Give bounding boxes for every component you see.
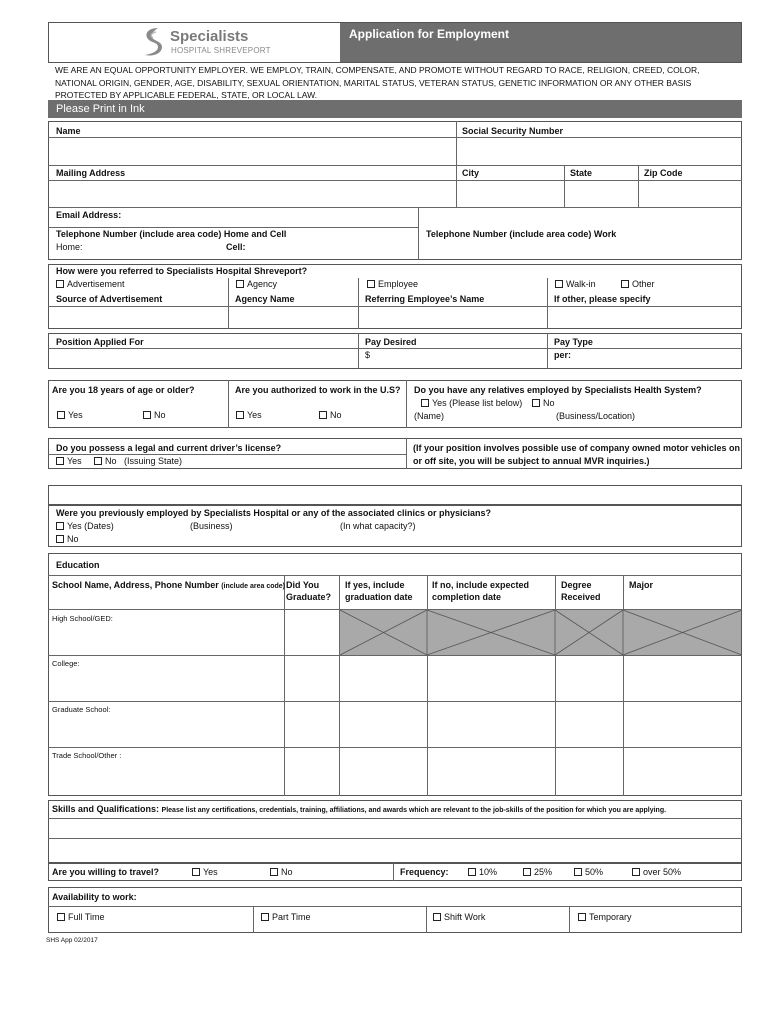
freq-10[interactable]: 10% bbox=[468, 867, 497, 878]
email-label: Email Address: bbox=[56, 210, 122, 220]
agency-name-label: Agency Name bbox=[235, 294, 295, 304]
checkbox-icon[interactable] bbox=[632, 868, 640, 876]
education-title: Education bbox=[56, 560, 100, 570]
checkbox-icon[interactable] bbox=[236, 411, 244, 419]
work-phone-field[interactable] bbox=[420, 240, 740, 258]
relatives-no[interactable]: No bbox=[532, 398, 555, 409]
ssn-label: Social Security Number bbox=[462, 126, 564, 136]
checkbox-icon[interactable] bbox=[468, 868, 476, 876]
position-label: Position Applied For bbox=[56, 337, 144, 347]
edu-row-college: College: bbox=[52, 659, 80, 668]
checkbox-icon[interactable] bbox=[367, 280, 375, 288]
col-did-graduate-2: Graduate? bbox=[286, 592, 332, 602]
auth-yes[interactable]: Yes bbox=[236, 410, 262, 421]
email-field[interactable] bbox=[130, 208, 417, 226]
checkbox-icon[interactable] bbox=[56, 522, 64, 530]
checkbox-icon[interactable] bbox=[555, 280, 563, 288]
relatives-question: Do you have any relatives employed by Specialists Health System? bbox=[414, 385, 702, 395]
na-cell bbox=[340, 610, 741, 655]
checkbox-icon[interactable] bbox=[56, 535, 64, 543]
home-phone-field[interactable] bbox=[85, 240, 220, 258]
col-degree-2: Received bbox=[561, 592, 601, 602]
freq-25[interactable]: 25% bbox=[523, 867, 552, 878]
checkbox-icon[interactable] bbox=[236, 280, 244, 288]
checkbox-icon[interactable] bbox=[621, 280, 629, 288]
relatives-yes[interactable]: Yes (Please list below) bbox=[421, 398, 522, 409]
checkbox-icon[interactable] bbox=[421, 399, 429, 407]
blank-row[interactable] bbox=[48, 485, 742, 505]
edu-row-highschool: High School/GED: bbox=[52, 614, 113, 623]
col-school: School Name, Address, Phone Number (include area code) bbox=[52, 580, 286, 590]
relative-business-label: (Business/Location) bbox=[556, 411, 636, 421]
checkbox-icon[interactable] bbox=[261, 913, 269, 921]
ref-advertisement[interactable]: Advertisement bbox=[56, 279, 125, 290]
freq-50[interactable]: 50% bbox=[574, 867, 603, 878]
license-question: Do you possess a legal and current driver’s license? bbox=[56, 443, 282, 453]
avail-temporary[interactable]: Temporary bbox=[578, 912, 632, 923]
checkbox-icon[interactable] bbox=[56, 280, 64, 288]
mailing-field[interactable] bbox=[49, 181, 455, 206]
checkbox-icon[interactable] bbox=[57, 913, 65, 921]
city-label: City bbox=[462, 168, 480, 178]
availability-section bbox=[48, 887, 742, 933]
col-no-1: If no, include expected bbox=[432, 580, 530, 590]
auth-no[interactable]: No bbox=[319, 410, 342, 421]
previous-business-label: (Business) bbox=[190, 521, 233, 531]
checkbox-icon[interactable] bbox=[319, 411, 327, 419]
previous-capacity-label: (In what capacity?) bbox=[340, 521, 416, 531]
mailing-label: Mailing Address bbox=[56, 168, 126, 178]
ref-walkin[interactable]: Walk-in bbox=[555, 279, 596, 290]
home-label: Home: bbox=[56, 242, 83, 252]
print-banner bbox=[48, 100, 742, 118]
checkbox-icon[interactable] bbox=[94, 457, 102, 465]
referring-employee-field[interactable] bbox=[359, 307, 546, 328]
checkbox-icon[interactable] bbox=[574, 868, 582, 876]
checkbox-icon[interactable] bbox=[143, 411, 151, 419]
form-title: Application for Employment bbox=[349, 27, 510, 41]
logo-mark-icon bbox=[140, 26, 166, 58]
checkbox-icon[interactable] bbox=[192, 868, 200, 876]
frequency-label: Frequency: bbox=[400, 867, 449, 877]
previous-question: Were you previously employed by Specialists Hospital or any of the associated clinics or physicians? bbox=[56, 508, 491, 518]
pay-type-field[interactable] bbox=[575, 349, 741, 368]
name-label: Name bbox=[56, 126, 81, 136]
pay-desired-field[interactable] bbox=[373, 349, 546, 368]
issuing-state-label: (Issuing State) bbox=[124, 456, 183, 466]
zip-label: Zip Code bbox=[644, 168, 683, 178]
ref-employee[interactable]: Employee bbox=[367, 279, 418, 290]
footer-code: SHS App 02/2017 bbox=[46, 937, 98, 944]
col-yes-1: If yes, include bbox=[345, 580, 405, 590]
logo-name: Specialists bbox=[170, 28, 249, 45]
previous-no[interactable]: No bbox=[56, 534, 79, 545]
age-yes[interactable]: Yes bbox=[57, 410, 83, 421]
checkbox-icon[interactable] bbox=[270, 868, 278, 876]
agency-name-field[interactable] bbox=[229, 307, 357, 328]
freq-over50[interactable]: over 50% bbox=[632, 867, 681, 878]
source-label: Source of Advertisement bbox=[56, 294, 163, 304]
avail-fulltime[interactable]: Full Time bbox=[57, 912, 105, 923]
print-banner-text: Please Print in Ink bbox=[56, 103, 145, 115]
travel-question: Are you willing to travel? bbox=[52, 867, 160, 877]
checkbox-icon[interactable] bbox=[523, 868, 531, 876]
dollar-sign: $ bbox=[365, 350, 371, 360]
col-did-graduate-1: Did You bbox=[286, 580, 320, 590]
age-question: Are you 18 years of age or older? bbox=[52, 385, 195, 395]
referring-employee-label: Referring Employee’s Name bbox=[365, 294, 485, 304]
name-field[interactable] bbox=[49, 138, 455, 164]
previous-yes[interactable]: Yes (Dates) bbox=[56, 521, 114, 532]
pay-type-label: Pay Type bbox=[554, 337, 593, 347]
avail-shiftwork[interactable]: Shift Work bbox=[433, 912, 485, 923]
other-specify-field[interactable] bbox=[548, 307, 741, 328]
ref-other[interactable]: Other bbox=[621, 279, 655, 290]
checkbox-icon[interactable] bbox=[57, 411, 65, 419]
edu-row-graduate: Graduate School: bbox=[52, 705, 111, 714]
ssn-field[interactable] bbox=[457, 138, 741, 164]
availability-title: Availability to work: bbox=[52, 892, 137, 902]
ref-agency[interactable]: Agency bbox=[236, 279, 277, 290]
position-field[interactable] bbox=[49, 349, 357, 368]
zip-field[interactable] bbox=[639, 181, 741, 206]
col-yes-2: graduation date bbox=[345, 592, 413, 602]
mvr-note-1: (If your position involves possible use of company owned motor vehicles on bbox=[413, 443, 741, 453]
travel-no[interactable]: No bbox=[270, 867, 293, 878]
checkbox-icon[interactable] bbox=[532, 399, 540, 407]
edu-row-trade: Trade School/Other : bbox=[52, 751, 122, 760]
pay-desired-label: Pay Desired bbox=[365, 337, 417, 347]
skills-field[interactable] bbox=[49, 819, 741, 862]
avail-parttime[interactable]: Part Time bbox=[261, 912, 311, 923]
age-no[interactable]: No bbox=[143, 410, 166, 421]
col-degree-1: Degree bbox=[561, 580, 592, 590]
state-label: State bbox=[570, 168, 593, 178]
city-field[interactable] bbox=[457, 181, 563, 206]
license-yes[interactable]: Yes bbox=[56, 456, 82, 467]
col-no-2: completion date bbox=[432, 592, 502, 602]
logo bbox=[140, 26, 270, 58]
auth-question: Are you authorized to work in the U.S? bbox=[235, 385, 401, 395]
license-no[interactable]: No bbox=[94, 456, 117, 467]
source-field[interactable] bbox=[49, 307, 227, 328]
state-field[interactable] bbox=[565, 181, 637, 206]
checkbox-icon[interactable] bbox=[578, 913, 586, 921]
eoe-statement: WE ARE AN EQUAL OPPORTUNITY EMPLOYER. WE EMPLOY, TRAIN, COMPENSATE, AND PROMOTE WITHOUT REGARD TO RACE, RELIGION, CREED, COLOR, NATIONAL ORIGIN, GENDER, AGE, DISABILITY, SEXUAL ORIENTATION, MARITAL STATUS, VETERAN STATUS, GENETIC INFORMATION OR ANY OTHER BASIS PROTECTED BY APPLICABLE FEDERAL, STATE, OR LOCAL LAW. bbox=[55, 65, 700, 100]
checkbox-icon[interactable] bbox=[433, 913, 441, 921]
other-specify-label: If other, please specify bbox=[554, 294, 651, 304]
mvr-note-2: or off site, you will be subject to annual MVR inquiries.) bbox=[413, 456, 650, 466]
checkbox-icon[interactable] bbox=[56, 457, 64, 465]
phone-work-label: Telephone Number (include area code) Work bbox=[426, 229, 617, 239]
phone-home-cell-label: Telephone Number (include area code) Home and Cell bbox=[56, 229, 287, 239]
col-major: Major bbox=[629, 580, 654, 590]
referral-question: How were you referred to Specialists Hospital Shreveport? bbox=[56, 266, 308, 276]
travel-yes[interactable]: Yes bbox=[192, 867, 218, 878]
logo-subtitle: HOSPITAL SHREVEPORT bbox=[171, 46, 271, 55]
cell-phone-field[interactable] bbox=[250, 240, 416, 258]
skills-header: Skills and Qualifications: Please list any certifications, credentials, training, affiliations, and awards which are relevant to the job-skills of the position for which you are applying. bbox=[52, 804, 667, 814]
relative-name-label: (Name) bbox=[414, 411, 445, 421]
per-label: per: bbox=[554, 350, 572, 360]
cell-label: Cell: bbox=[226, 242, 246, 252]
